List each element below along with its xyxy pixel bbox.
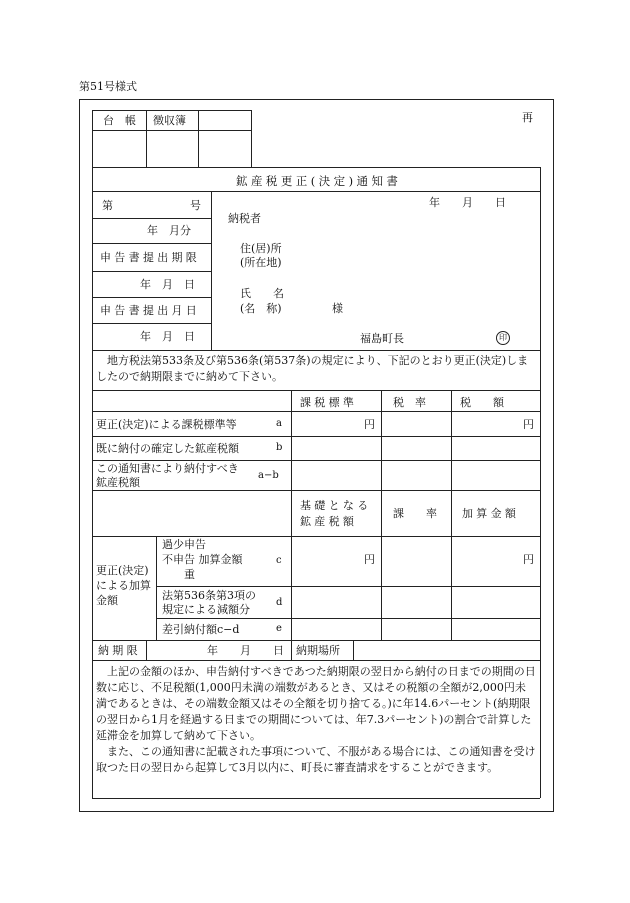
due-sep1 bbox=[146, 640, 147, 660]
t2-row-d-key: d bbox=[276, 597, 283, 608]
table-left-edge bbox=[92, 167, 93, 798]
taxpayer-label: 納税者 bbox=[228, 212, 261, 225]
ledger-sep1 bbox=[146, 110, 147, 167]
line-title-top bbox=[92, 167, 540, 168]
t2-header-bottom bbox=[92, 536, 540, 537]
t2-row-e-key: e bbox=[276, 623, 282, 634]
due-date: 年 月 日 bbox=[207, 644, 284, 657]
t1-row-ab-label: この通知書により納付すべき鉱産税額 bbox=[96, 462, 239, 489]
ledger-mid-line bbox=[92, 130, 252, 131]
mayor-label: 福島町長 bbox=[360, 332, 404, 345]
sama-label: 様 bbox=[332, 302, 343, 315]
t1-header-rate: 税 率 bbox=[393, 396, 426, 409]
ledger-choshubo: 徴収簿 bbox=[153, 114, 186, 127]
t2-bottom bbox=[92, 640, 540, 641]
t1-col2 bbox=[381, 390, 382, 490]
t2-header-amount: 加算金額 bbox=[462, 507, 520, 520]
t1-row-a-label: 更正(決定)による課税標準等 bbox=[96, 418, 237, 431]
t2-row-c-unit3: 円 bbox=[523, 553, 534, 566]
due-bottom bbox=[92, 660, 540, 661]
note-late-fee: 上記の金額のほか、申告納付すべきであつた納期限の翌日から納付の日までの期間の日数に応じ、不足税額(1,000円未満の端数があるとき、又はその税額の全額が2,000円未満であるときは、その端数金額又はその全額を切り捨てる。)に年14.6パーセント(納期限の翌日から1月を経過する日までの期間については、年7.3パーセント)の割合で計算した延滞金を加算して納めて下さい。 bbox=[96, 665, 536, 742]
line-table1-top bbox=[92, 390, 540, 391]
t2-row-c-unit1: 円 bbox=[364, 553, 375, 566]
ledger-daicho: 台 帳 bbox=[103, 114, 136, 127]
due-sep2 bbox=[291, 640, 292, 660]
left-line-2 bbox=[92, 243, 211, 244]
table-bottom bbox=[92, 798, 540, 799]
due-sep3 bbox=[353, 640, 354, 660]
t1-bottom bbox=[92, 490, 540, 491]
notice-date: 年 月 日 bbox=[429, 196, 506, 209]
t2-row-d-l2: 規定による減額分 bbox=[162, 603, 250, 616]
t1-row1 bbox=[92, 411, 540, 412]
t1-row-a-unit1: 円 bbox=[364, 418, 375, 431]
reissue-mark: 再 bbox=[522, 111, 533, 124]
t2-header-rate: 課 率 bbox=[393, 507, 437, 520]
t1-header-base: 課税標準 bbox=[300, 396, 358, 409]
year-month-label: 年 月分 bbox=[147, 224, 191, 237]
submitted-date: 年 月 日 bbox=[140, 330, 195, 343]
due-place: 納期場所 bbox=[296, 644, 340, 657]
t1-header-amount: 税 額 bbox=[460, 396, 504, 409]
t1-row3 bbox=[92, 460, 540, 461]
t2-row-c-l2: 不申告 加算金額 bbox=[162, 553, 243, 566]
t2-row-c-l3: 重 bbox=[184, 568, 195, 581]
t1-row-ab-key: a−b bbox=[258, 470, 279, 481]
intro-paragraph: 地方税法第533条及び第536条(第537条)の規定により、下記のとおり更正(決定)しましたので納期限までに納めて下さい。 bbox=[96, 354, 529, 383]
seal-mark: 印 bbox=[496, 331, 510, 345]
due-label: 納期限 bbox=[98, 644, 141, 657]
left-line-4 bbox=[92, 297, 211, 298]
t1-col3 bbox=[451, 390, 452, 490]
submitted-label: 申告書提出月日 bbox=[100, 304, 201, 317]
ledger-left-line bbox=[92, 110, 93, 167]
left-line-1 bbox=[92, 218, 211, 219]
t1-row-b-label: 既に納付の確定した鉱産税額 bbox=[96, 442, 239, 455]
t2-row2-bottom bbox=[156, 618, 540, 619]
t2-row-c-l1: 過少申告 bbox=[162, 538, 206, 551]
note-appeal: また、この通知書に記載された事項について、不服がある場合には、この通知書を受け取つた日の翌日から起算して3月以内に、町長に審査請求をすることができます。 bbox=[96, 745, 536, 774]
t2-group-label: 更正(決定)による加算金額 bbox=[96, 564, 151, 607]
name-sub-label: (名 称) bbox=[240, 302, 282, 315]
t2-header-base-1: 基礎となる bbox=[300, 499, 372, 512]
t2-group-divider bbox=[156, 536, 157, 640]
dai-label: 第 bbox=[102, 199, 113, 212]
deadline-date: 年 月 日 bbox=[140, 278, 195, 291]
t2-row-c-key: c bbox=[276, 555, 282, 566]
t1-row-a-unit3: 円 bbox=[523, 418, 534, 431]
t1-row2 bbox=[92, 436, 540, 437]
t1-row-b-key: b bbox=[276, 442, 283, 453]
t2-header-base-2: 鉱産税額 bbox=[300, 515, 358, 528]
t1-row-a-key: a bbox=[276, 418, 282, 429]
go-label: 号 bbox=[190, 199, 201, 212]
form-title: 鉱産税更正(決定)通知書 bbox=[236, 174, 402, 188]
ledger-right-line bbox=[251, 110, 252, 167]
line-title-bottom bbox=[92, 191, 540, 192]
t1-col1 bbox=[291, 390, 292, 490]
address-label: 住(居)所 bbox=[240, 242, 282, 255]
name-label: 氏 名 bbox=[240, 287, 284, 300]
t2-row-e-label: 差引納付額c−d bbox=[162, 623, 240, 636]
line-header-bottom bbox=[92, 350, 540, 351]
form-number: 第51号様式 bbox=[79, 80, 137, 93]
left-col-divider bbox=[211, 191, 212, 350]
address-sub-label: (所在地) bbox=[240, 256, 282, 269]
left-line-3 bbox=[92, 271, 211, 272]
deadline-label: 申告書提出期限 bbox=[100, 251, 201, 264]
table-right-edge bbox=[540, 167, 541, 798]
left-line-5 bbox=[92, 323, 211, 324]
t2-row1-bottom bbox=[156, 586, 540, 587]
ledger-top-line bbox=[92, 110, 252, 111]
t2-row-d-l1: 法第536条第3項の bbox=[162, 589, 256, 602]
ledger-sep2 bbox=[198, 110, 199, 167]
